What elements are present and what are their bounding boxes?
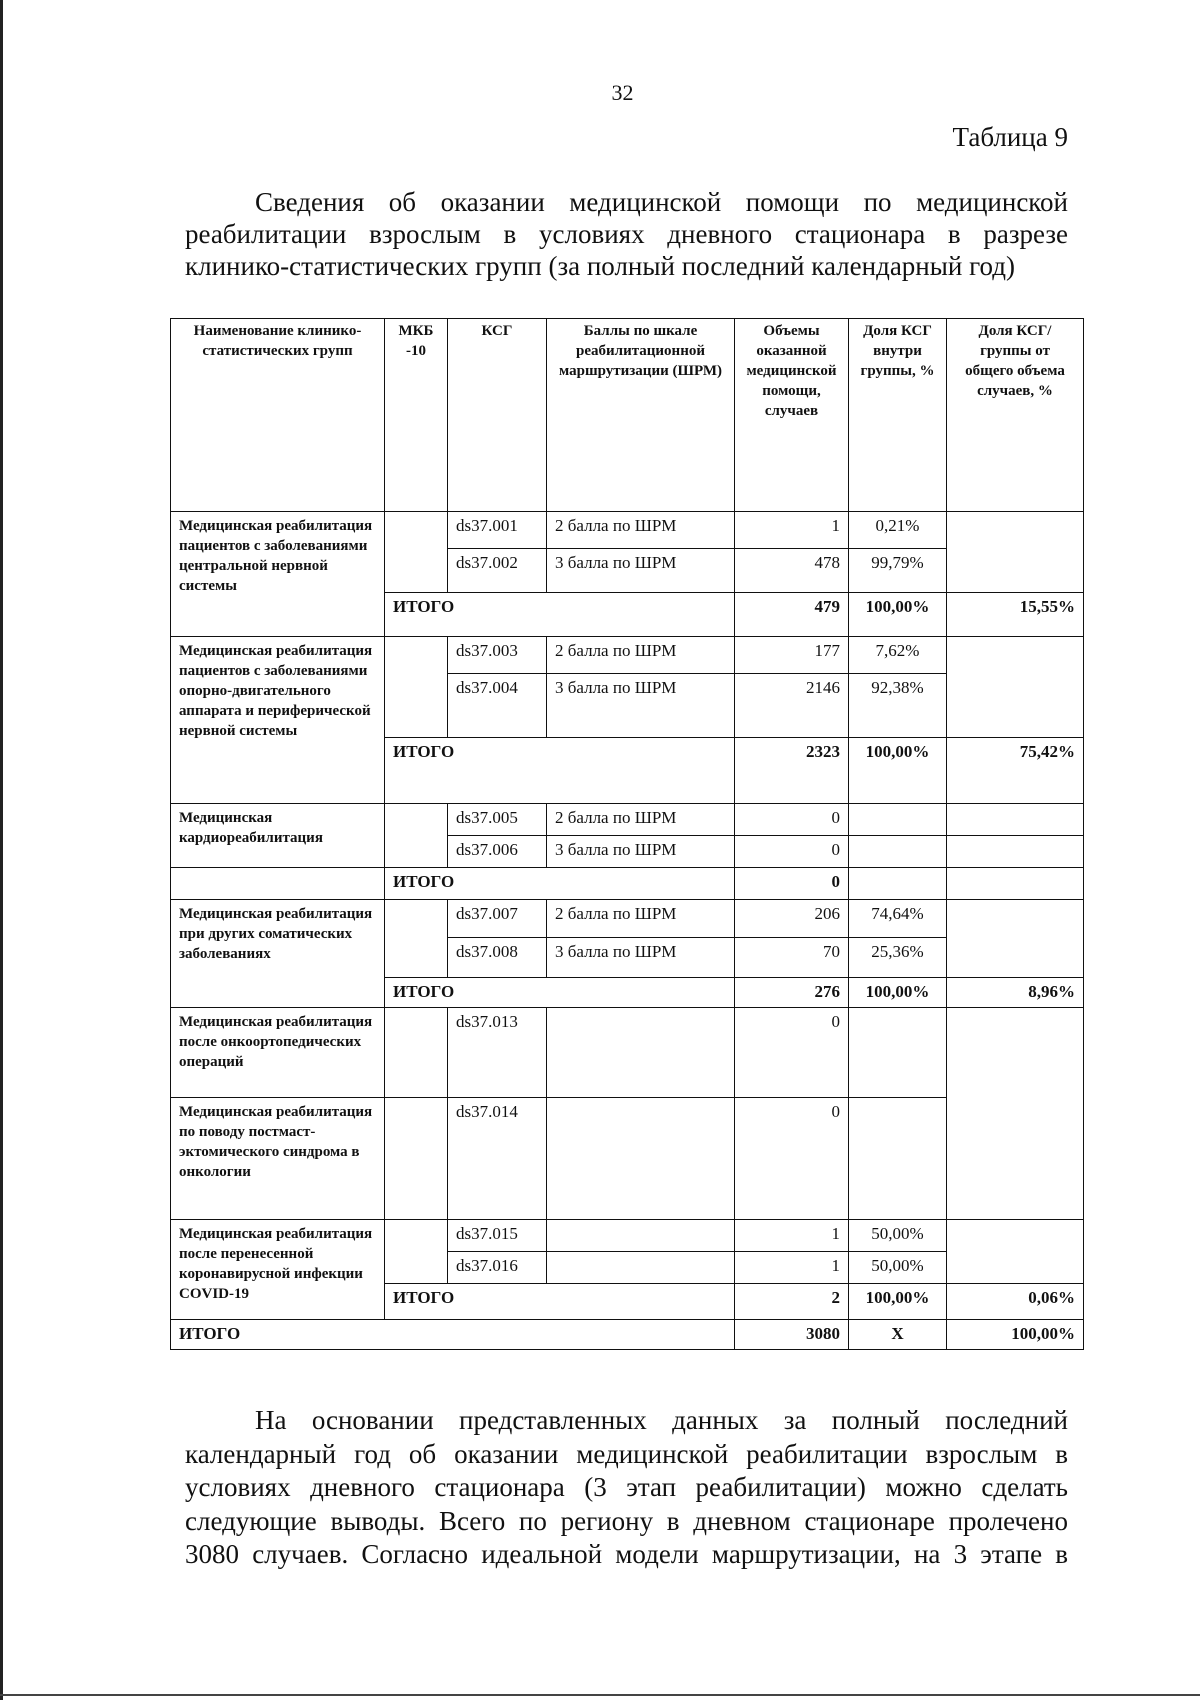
total-label: ИТОГО bbox=[385, 1284, 735, 1320]
group-share-total: 0,06% bbox=[947, 1284, 1084, 1320]
paragraph-text: На основании представленных данных за полный последний календарный год об оказании медицинской реабилитации взрослым в условиях дневного стационара (3 этап реабилитации) можно сделать следующие выводы. Всего по региону в дневном стационаре пролечено 3080 случаев. Согласно идеальной модели маршрутизации, на 3 этапе в bbox=[185, 1405, 1068, 1569]
table-row bbox=[171, 512, 1084, 549]
ksg-code: ds37.003 bbox=[448, 637, 547, 674]
header-share-in-group: Доля КСГ внутри группы, % bbox=[849, 319, 947, 512]
table-label: Таблица 9 bbox=[952, 122, 1068, 152]
total-row bbox=[171, 868, 1084, 900]
icd-cell bbox=[385, 900, 448, 978]
ksg-code: ds37.004 bbox=[448, 674, 547, 738]
group-name-empty bbox=[171, 868, 385, 900]
group-name: Медицинская реабилитация при других соматических заболеваниях bbox=[171, 900, 385, 1008]
share-total-cell bbox=[947, 836, 1084, 868]
grand-total-share-total: 100,00% bbox=[947, 1320, 1084, 1350]
grand-total-share: Х bbox=[849, 1320, 947, 1350]
group-share-total: 15,55% bbox=[947, 593, 1084, 637]
body-paragraph bbox=[185, 1404, 1068, 1572]
ksg-code: ds37.015 bbox=[448, 1220, 547, 1252]
data-table bbox=[170, 318, 1084, 1350]
ksg-code: ds37.008 bbox=[448, 938, 547, 978]
volume-cell: 2146 bbox=[735, 674, 849, 738]
share-cell: 99,79% bbox=[849, 549, 947, 593]
volume-cell: 0 bbox=[735, 836, 849, 868]
volume-cell: 1 bbox=[735, 1252, 849, 1284]
total-label: ИТОГО bbox=[385, 978, 735, 1008]
total-share: 100,00% bbox=[849, 978, 947, 1008]
title-line-1: Сведения об оказании медицинской помощи по медицинской bbox=[255, 187, 1068, 217]
volume-cell: 1 bbox=[735, 1220, 849, 1252]
share-total-cell bbox=[947, 1220, 1084, 1284]
score-cell: 3 балла по ШРМ bbox=[547, 938, 735, 978]
ksg-code: ds37.001 bbox=[448, 512, 547, 549]
score-cell: 3 балла по ШРМ bbox=[547, 836, 735, 868]
header-group: Наименование клинико-статистических групп bbox=[171, 319, 385, 512]
icd-cell bbox=[385, 637, 448, 738]
grand-total-row bbox=[171, 1320, 1084, 1350]
page-number: 32 bbox=[611, 80, 634, 105]
ksg-code: ds37.006 bbox=[448, 836, 547, 868]
score-cell: 3 балла по ШРМ bbox=[547, 674, 735, 738]
total-volume: 0 bbox=[735, 868, 849, 900]
share-cell bbox=[849, 804, 947, 836]
document-title bbox=[185, 186, 1068, 282]
share-cell: 25,36% bbox=[849, 938, 947, 978]
score-cell: 2 балла по ШРМ bbox=[547, 804, 735, 836]
share-total-cell bbox=[947, 637, 1084, 738]
share-cell bbox=[849, 836, 947, 868]
icd-cell bbox=[385, 1008, 448, 1098]
icd-cell bbox=[385, 512, 448, 593]
score-cell bbox=[547, 1098, 735, 1220]
table-row bbox=[171, 900, 1084, 938]
volume-cell: 0 bbox=[735, 1098, 849, 1220]
score-cell bbox=[547, 1252, 735, 1284]
table-row bbox=[171, 804, 1084, 836]
title-line-3: клинико-статистических групп (за полный последний календарный год) bbox=[185, 251, 1015, 281]
total-volume: 2323 bbox=[735, 738, 849, 804]
group-name: Медицинская кардиореабилитация bbox=[171, 804, 385, 868]
ksg-code: ds37.002 bbox=[448, 549, 547, 593]
volume-cell: 177 bbox=[735, 637, 849, 674]
volume-cell: 478 bbox=[735, 549, 849, 593]
share-cell: 50,00% bbox=[849, 1252, 947, 1284]
share-total-cell bbox=[947, 804, 1084, 836]
table-row bbox=[171, 1220, 1084, 1252]
volume-cell: 0 bbox=[735, 804, 849, 836]
ksg-code: ds37.016 bbox=[448, 1252, 547, 1284]
volume-cell: 70 bbox=[735, 938, 849, 978]
header-volume: Объемы оказанной медицинской помощи, случаев bbox=[735, 319, 849, 512]
share-total-cell bbox=[947, 512, 1084, 593]
scan-edge-left bbox=[0, 0, 3, 1700]
total-share: 100,00% bbox=[849, 1284, 947, 1320]
share-cell: 50,00% bbox=[849, 1220, 947, 1252]
ksg-code: ds37.014 bbox=[448, 1098, 547, 1220]
volume-cell: 206 bbox=[735, 900, 849, 938]
group-share-total: 75,42% bbox=[947, 738, 1084, 804]
share-total-cell bbox=[947, 1008, 1084, 1220]
icd-cell bbox=[385, 1220, 448, 1284]
scan-edge-bottom bbox=[0, 1694, 1200, 1696]
group-share-total: 8,96% bbox=[947, 978, 1084, 1008]
group-name: Медицинская реабилитация пациентов с заболеваниями центральной нервной системы bbox=[171, 512, 385, 637]
share-cell bbox=[849, 1098, 947, 1220]
total-label: ИТОГО bbox=[385, 868, 735, 900]
title-line-2: реабилитации взрослым в условиях дневного стационара в разрезе bbox=[185, 219, 1068, 249]
share-cell: 7,62% bbox=[849, 637, 947, 674]
header-ksg: КСГ bbox=[448, 319, 547, 512]
table-header-row bbox=[171, 319, 1084, 512]
total-label: ИТОГО bbox=[385, 593, 735, 637]
volume-cell: 0 bbox=[735, 1008, 849, 1098]
volume-cell: 1 bbox=[735, 512, 849, 549]
header-share-total: Доля КСГ/группы от общего объема случаев, % bbox=[947, 319, 1084, 512]
share-cell bbox=[849, 1008, 947, 1098]
group-name: Медицинская реабилитация после онкоортопедических операций bbox=[171, 1008, 385, 1098]
total-share: 100,00% bbox=[849, 593, 947, 637]
header-score: Баллы по шкале реабилитационной маршрутизации (ШРМ) bbox=[547, 319, 735, 512]
grand-total-label: ИТОГО bbox=[171, 1320, 735, 1350]
score-cell: 2 балла по ШРМ bbox=[547, 512, 735, 549]
ksg-code: ds37.007 bbox=[448, 900, 547, 938]
header-icd: МКБ -10 bbox=[385, 319, 448, 512]
total-volume: 479 bbox=[735, 593, 849, 637]
group-name: Медицинская реабилитация пациентов с заболеваниями опорно-двигательного аппарата и периферической нервной системы bbox=[171, 637, 385, 804]
icd-cell bbox=[385, 804, 448, 868]
total-share: 100,00% bbox=[849, 738, 947, 804]
group-share-total bbox=[947, 868, 1084, 900]
icd-cell bbox=[385, 1098, 448, 1220]
share-total-cell bbox=[947, 900, 1084, 978]
score-cell: 3 балла по ШРМ bbox=[547, 549, 735, 593]
table-row bbox=[171, 1008, 1084, 1098]
total-label: ИТОГО bbox=[385, 738, 735, 804]
total-volume: 276 bbox=[735, 978, 849, 1008]
grand-total-volume: 3080 bbox=[735, 1320, 849, 1350]
table-row bbox=[171, 637, 1084, 674]
share-cell: 0,21% bbox=[849, 512, 947, 549]
score-cell: 2 балла по ШРМ bbox=[547, 637, 735, 674]
ksg-code: ds37.013 bbox=[448, 1008, 547, 1098]
group-name: Медицинская реабилитация после перенесенной коронавирусной инфекции COVID-19 bbox=[171, 1220, 385, 1320]
share-cell: 92,38% bbox=[849, 674, 947, 738]
share-cell: 74,64% bbox=[849, 900, 947, 938]
score-cell bbox=[547, 1220, 735, 1252]
ksg-code: ds37.005 bbox=[448, 804, 547, 836]
score-cell bbox=[547, 1008, 735, 1098]
total-share bbox=[849, 868, 947, 900]
group-name: Медицинская реабилитация по поводу постмаст-эктомического синдрома в онкологии bbox=[171, 1098, 385, 1220]
total-volume: 2 bbox=[735, 1284, 849, 1320]
score-cell: 2 балла по ШРМ bbox=[547, 900, 735, 938]
